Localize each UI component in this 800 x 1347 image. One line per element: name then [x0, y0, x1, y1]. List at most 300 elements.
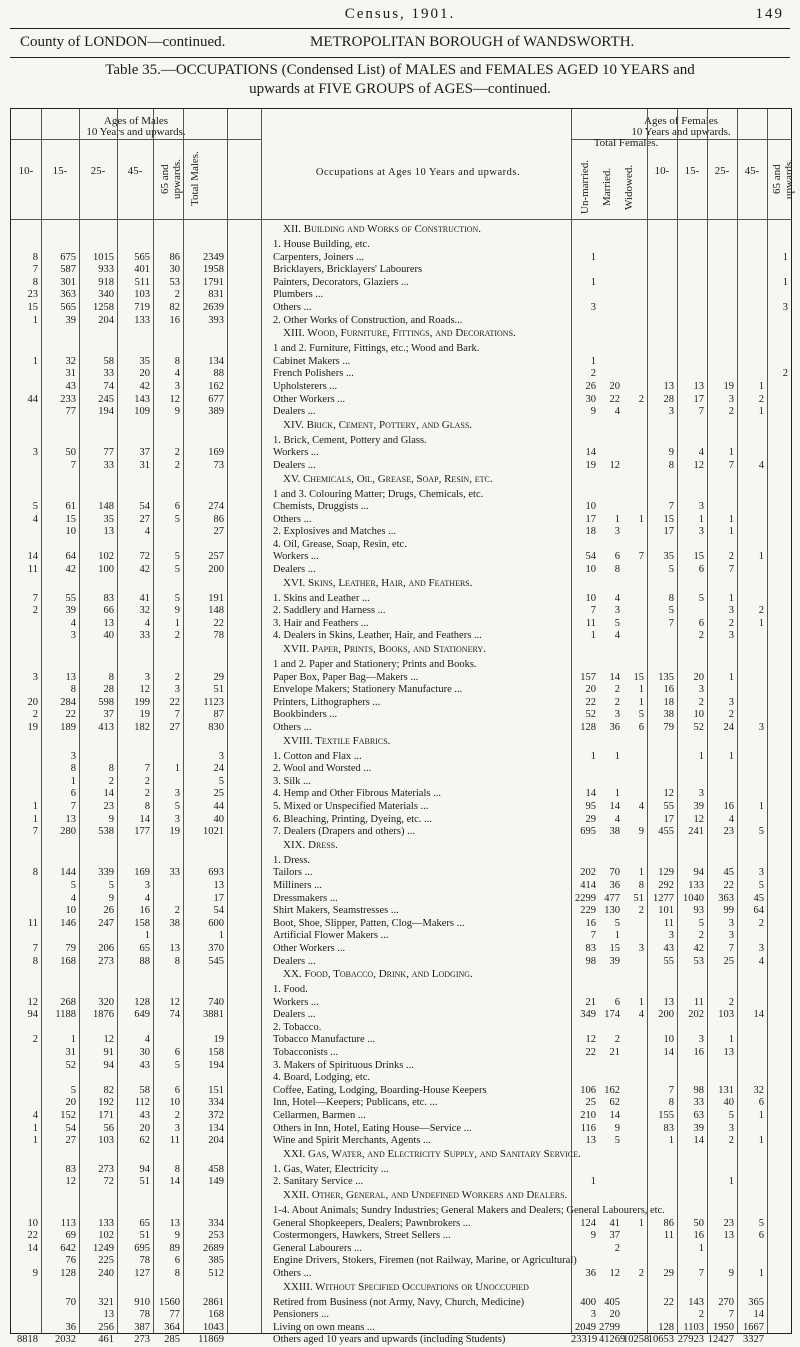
male-value-cell: 8: [70, 763, 76, 775]
female-value-cell: 16: [723, 800, 734, 812]
male-value-cell: 5: [70, 879, 76, 891]
male-value-cell: 13: [103, 617, 114, 629]
table-row: [11, 1022, 791, 1035]
male-value-cell: 600: [208, 917, 224, 929]
female-value-cell: 20: [585, 684, 596, 696]
occupation-label: General Shopkeepers, Dealers; Pawnbrokers ...: [273, 1217, 471, 1229]
female-value-cell: 18: [663, 696, 674, 708]
female-value-cell: 1: [758, 1267, 764, 1279]
female-value-cell: 7: [668, 1084, 674, 1096]
male-value-cell: 58: [103, 355, 114, 367]
occupation-label: Dressmakers ...: [273, 892, 338, 904]
male-value-cell: 14: [139, 813, 150, 825]
female-value-cell: 3: [758, 867, 764, 879]
male-value-cell: 3: [70, 750, 76, 762]
occupation-label: Upholsterers ...: [273, 380, 338, 392]
male-value-cell: 151: [208, 1084, 224, 1096]
male-value-cell: 2: [174, 289, 180, 301]
male-value-cell: 133: [98, 1217, 114, 1229]
male-value-cell: 12: [169, 996, 180, 1008]
female-value-cell: 8: [668, 1097, 674, 1109]
male-value-cell: 1958: [203, 264, 224, 276]
female-value-cell: 45: [723, 867, 734, 879]
male-value-cell: 152: [60, 1110, 76, 1122]
female-value-cell: 162: [604, 1084, 620, 1096]
female-value-cell: 2: [728, 617, 734, 629]
male-value-cell: 182: [134, 722, 150, 733]
male-value-cell: 86: [213, 513, 224, 525]
male-value-cell: 50: [65, 447, 76, 459]
female-age-heading: 65 and upwards.: [771, 158, 795, 200]
female-value-cell: 1: [758, 800, 764, 812]
male-value-cell: 19: [169, 826, 180, 838]
female-value-cell: 7: [590, 930, 596, 942]
female-value-cell: 7: [728, 1309, 734, 1321]
table-row: [11, 315, 791, 328]
female-value-cell: 116: [580, 1122, 596, 1134]
male-value-cell: 77: [65, 406, 76, 418]
female-value-cell: 21: [609, 1047, 620, 1059]
male-value-cell: 1249: [93, 1242, 114, 1254]
female-value-cell: 174: [604, 1009, 620, 1021]
female-value-cell: 3: [698, 684, 704, 696]
male-value-cell: 5: [218, 775, 224, 787]
female-value-cell: 1: [638, 1217, 644, 1229]
male-value-cell: 245: [98, 393, 114, 405]
female-value-cell: 9: [638, 826, 644, 838]
male-value-cell: 53: [169, 276, 180, 288]
male-value-cell: 83: [65, 1163, 76, 1175]
occupation-label: Painters, Decorators, Glaziers ...: [273, 276, 409, 288]
occupation-label: 4. Dealers in Skins, Leather, Hair, and Feathers ...: [273, 630, 482, 642]
section-heading: XIV. Brick, Cement, Pottery, and Glass.: [283, 418, 473, 431]
female-value-cell: 16: [693, 1047, 704, 1059]
table-row: [11, 1255, 791, 1268]
male-value-cell: 13: [103, 526, 114, 538]
male-value-cell: 16: [139, 905, 150, 917]
table-row: [11, 1334, 791, 1347]
occupation-label: 6. Bleaching, Printing, Dyeing, etc. ...: [273, 813, 432, 825]
table-row: [11, 302, 791, 315]
occupation-label: Milliners ...: [273, 879, 322, 891]
table-row: [11, 672, 791, 685]
male-value-cell: 3: [32, 671, 38, 683]
occupation-label: Workers ...: [273, 551, 319, 563]
section-heading: XXII. Other, General, and Undefined Workers and Dealers.: [283, 1189, 568, 1201]
male-value-cell: 740: [208, 996, 224, 1008]
table-body: [11, 223, 791, 1347]
male-value-cell: 27: [169, 722, 180, 733]
male-age-heading: Total Males.: [189, 151, 201, 207]
male-value-cell: 933: [98, 264, 114, 276]
occupation-label: 2. Saddlery and Harness ...: [273, 605, 386, 617]
female-value-cell: 10: [585, 564, 596, 576]
female-value-cell: 14: [753, 1309, 764, 1321]
male-value-cell: 910: [134, 1296, 150, 1308]
male-value-cell: 33: [103, 459, 114, 471]
female-value-cell: 9: [590, 406, 596, 418]
male-value-cell: 8: [32, 276, 38, 288]
occupation-label: Dealers ...: [273, 564, 316, 576]
male-value-cell: 9: [174, 406, 180, 418]
table-row: [11, 1176, 791, 1189]
male-value-cell: 719: [134, 301, 150, 313]
male-value-cell: 30: [169, 264, 180, 276]
occupation-label: 2. Explosives and Matches ...: [273, 526, 397, 538]
male-value-cell: 4: [144, 892, 150, 904]
female-value-cell: 6: [698, 617, 704, 629]
occupation-label: Others ...: [273, 1267, 312, 1279]
female-value-cell: 42: [693, 942, 704, 954]
female-value-cell: 3: [698, 788, 704, 800]
male-value-cell: 168: [208, 1309, 224, 1321]
table-title-continued: upwards at FIVE GROUPS of AGES—continued.: [249, 81, 551, 97]
female-value-cell: 695: [580, 826, 596, 838]
female-value-cell: 2: [728, 709, 734, 721]
male-value-cell: 7: [32, 942, 38, 954]
table-row: [11, 1205, 791, 1218]
male-value-cell: 3: [218, 750, 224, 762]
female-value-cell: 27923: [677, 1334, 704, 1346]
female-value-cell: 1: [782, 251, 788, 263]
female-value-cell: 1: [728, 1034, 734, 1046]
male-value-cell: 20: [139, 368, 150, 380]
male-value-cell: 146: [60, 917, 76, 929]
male-value-cell: 88: [139, 955, 150, 967]
female-value-cell: 98: [585, 955, 596, 967]
occupation-label: 1 and 2. Paper and Stationery; Prints and Books.: [273, 659, 477, 671]
female-value-cell: 62: [609, 1097, 620, 1109]
table-row: [11, 839, 791, 855]
occupation-label: Carpenters, Joiners ...: [273, 251, 364, 263]
male-value-cell: 5: [174, 800, 180, 812]
male-value-cell: 1258: [93, 301, 114, 313]
male-value-cell: 37: [103, 709, 114, 721]
occupation-label: Cellarmen, Barmen ...: [273, 1110, 366, 1122]
female-value-cell: 1: [668, 1135, 674, 1147]
table-row: [11, 788, 791, 801]
female-value-cell: 37: [609, 1230, 620, 1242]
occupation-label: 2. Sanitary Service ...: [273, 1176, 364, 1188]
male-value-cell: 6: [174, 1047, 180, 1059]
male-value-cell: 401: [134, 264, 150, 276]
female-value-cell: 15: [609, 942, 620, 954]
male-value-cell: 1: [174, 617, 180, 629]
female-value-cell: 4: [614, 630, 620, 642]
male-value-cell: 144: [60, 867, 76, 879]
female-value-cell: 1: [614, 513, 620, 525]
male-value-cell: 642: [60, 1242, 76, 1254]
female-value-cell: 1: [590, 1176, 596, 1188]
female-value-cell: 414: [580, 879, 596, 891]
male-value-cell: 3: [32, 447, 38, 459]
male-value-cell: 3: [144, 671, 150, 683]
female-value-cell: 4: [614, 813, 620, 825]
male-value-cell: 94: [27, 1009, 38, 1021]
male-value-cell: 70: [65, 1296, 76, 1308]
occupation-label: Paper Box, Paper Bag—Makers ...: [273, 671, 419, 683]
male-value-cell: 1: [32, 800, 38, 812]
male-value-cell: 69: [65, 1230, 76, 1242]
male-value-cell: 82: [103, 1084, 114, 1096]
occupation-label: Workers ...: [273, 447, 319, 459]
occupation-label: Living on own means ...: [273, 1321, 375, 1333]
female-value-cell: 3: [728, 630, 734, 642]
male-value-cell: 128: [134, 996, 150, 1008]
male-value-cell: 43: [139, 1059, 150, 1071]
female-value-cell: 3: [728, 393, 734, 405]
male-value-cell: 4: [32, 1110, 38, 1122]
male-value-cell: 91: [103, 1047, 114, 1059]
male-value-cell: 1876: [93, 1009, 114, 1021]
male-value-cell: 14: [103, 788, 114, 800]
female-value-cell: 83: [663, 1122, 674, 1134]
female-value-cell: 157: [580, 671, 596, 683]
female-value-cell: 21: [585, 996, 596, 1008]
female-value-cell: 1: [728, 671, 734, 683]
male-value-cell: 19: [139, 709, 150, 721]
table-row: [11, 327, 791, 343]
male-value-cell: 4: [70, 617, 76, 629]
male-value-cell: 158: [134, 917, 150, 929]
female-value-cell: 3: [728, 605, 734, 617]
female-value-cell: 129: [658, 867, 674, 879]
female-value-cell: 3: [758, 722, 764, 733]
male-value-cell: 7: [32, 826, 38, 838]
occupation-label: 4. Board, Lodging, etc.: [273, 1072, 371, 1084]
females-group-heading: Ages of Females: [644, 115, 718, 127]
male-value-cell: 256: [98, 1321, 114, 1333]
female-value-cell: 2: [728, 406, 734, 418]
female-value-cell: 1: [590, 750, 596, 762]
female-value-cell: 143: [688, 1296, 704, 1308]
male-value-cell: 17: [213, 892, 224, 904]
occupation-label: Workers ...: [273, 996, 319, 1008]
table-row: [11, 551, 791, 564]
male-value-cell: 1: [32, 314, 38, 326]
female-value-cell: 16: [585, 917, 596, 929]
occupation-label: Artificial Flower Makers ...: [273, 930, 389, 942]
table-row: [11, 751, 791, 764]
total-females-heading: Total Females.: [593, 137, 659, 149]
male-value-cell: 41: [139, 592, 150, 604]
table-row: [11, 514, 791, 527]
female-value-cell: 22: [609, 393, 620, 405]
table-row: [11, 1047, 791, 1060]
male-value-cell: 2: [108, 775, 114, 787]
male-value-cell: 148: [98, 501, 114, 513]
male-value-cell: 3: [174, 684, 180, 696]
female-value-cell: 292: [658, 879, 674, 891]
female-status-heading: Un-married.: [579, 159, 591, 215]
table-row: [11, 880, 791, 893]
male-value-cell: 51: [213, 684, 224, 696]
male-value-cell: 240: [98, 1267, 114, 1279]
male-value-cell: 62: [139, 1135, 150, 1147]
female-value-cell: 7: [728, 564, 734, 576]
female-value-cell: 5: [614, 1135, 620, 1147]
female-value-cell: 38: [609, 826, 620, 838]
male-value-cell: 113: [60, 1217, 76, 1229]
male-value-cell: 26: [103, 905, 114, 917]
female-value-cell: 1: [758, 617, 764, 629]
female-value-cell: 1277: [653, 892, 674, 904]
female-value-cell: 83: [585, 942, 596, 954]
table-row: [11, 684, 791, 697]
female-value-cell: 3: [590, 1309, 596, 1321]
female-value-cell: 10: [663, 1034, 674, 1046]
table-row: [11, 343, 791, 356]
occupation-label: 3. Makers of Spirituous Drinks ...: [273, 1059, 414, 1071]
male-value-cell: 61: [65, 501, 76, 513]
male-value-cell: 831: [208, 289, 224, 301]
female-value-cell: 131: [718, 1084, 734, 1096]
male-value-cell: 1560: [159, 1296, 180, 1308]
male-value-cell: 5: [32, 501, 38, 513]
female-value-cell: 5: [668, 605, 674, 617]
female-value-cell: 1: [638, 867, 644, 879]
male-value-cell: 40: [103, 630, 114, 642]
female-value-cell: 32: [753, 1084, 764, 1096]
male-value-cell: 8: [32, 251, 38, 263]
female-value-cell: 2: [728, 996, 734, 1008]
male-value-cell: 35: [103, 513, 114, 525]
male-value-cell: 16: [169, 314, 180, 326]
female-value-cell: 9: [590, 1230, 596, 1242]
divider: [10, 57, 790, 58]
male-value-cell: 2: [32, 605, 38, 617]
female-value-cell: 5: [638, 709, 644, 721]
female-value-cell: 86: [663, 1217, 674, 1229]
table-row: [11, 605, 791, 618]
female-value-cell: 1: [782, 276, 788, 288]
female-value-cell: 1040: [683, 892, 704, 904]
occupation-label: 1. Gas, Water, Electricity ...: [273, 1163, 389, 1175]
female-value-cell: 2: [698, 630, 704, 642]
male-value-cell: 13: [65, 813, 76, 825]
occupation-label: Bricklayers, Bricklayers' Labourers: [273, 264, 423, 276]
female-value-cell: 2: [758, 393, 764, 405]
female-value-cell: 2: [758, 605, 764, 617]
male-value-cell: 8: [174, 955, 180, 967]
male-value-cell: 363: [60, 289, 76, 301]
male-value-cell: 8: [174, 1267, 180, 1279]
male-value-cell: 169: [134, 867, 150, 879]
male-value-cell: 4: [144, 1034, 150, 1046]
male-value-cell: 78: [213, 630, 224, 642]
male-value-cell: 19: [27, 722, 38, 733]
female-value-cell: 36: [585, 1267, 596, 1279]
female-value-cell: 1: [590, 276, 596, 288]
male-value-cell: 94: [139, 1163, 150, 1175]
male-value-cell: 39: [65, 314, 76, 326]
male-value-cell: 364: [164, 1321, 180, 1333]
female-value-cell: 3: [614, 605, 620, 617]
female-status-heading: Married.: [601, 167, 613, 207]
male-value-cell: 28: [103, 684, 114, 696]
female-age-heading: 10-: [654, 165, 670, 177]
table-row: [11, 1085, 791, 1098]
male-value-cell: 133: [134, 314, 150, 326]
male-value-cell: 78: [139, 1255, 150, 1267]
female-value-cell: 20: [609, 1309, 620, 1321]
occupation-label: Wine and Spirit Merchants, Agents ...: [273, 1135, 431, 1147]
male-value-cell: 14: [27, 1242, 38, 1254]
male-value-cell: 7: [70, 800, 76, 812]
male-value-cell: 77: [103, 447, 114, 459]
male-value-cell: 587: [60, 264, 76, 276]
occupation-label: French Polishers ...: [273, 368, 354, 380]
male-value-cell: 29: [213, 671, 224, 683]
female-value-cell: 52: [585, 709, 596, 721]
male-value-cell: 39: [65, 605, 76, 617]
male-value-cell: 5: [174, 513, 180, 525]
male-value-cell: 7: [32, 264, 38, 276]
male-value-cell: 148: [208, 605, 224, 617]
section-heading: XXI. Gas, Water, and Electricity Supply, and Sanitary Service.: [283, 1147, 581, 1160]
female-value-cell: 1: [590, 630, 596, 642]
occupation-label: Boot, Shoe, Slipper, Patten, Clog—Makers ...: [273, 917, 465, 929]
female-value-cell: 1: [728, 513, 734, 525]
female-value-cell: 11: [663, 917, 674, 929]
male-value-cell: 334: [208, 1217, 224, 1229]
female-value-cell: 8: [668, 592, 674, 604]
male-value-cell: 112: [134, 1097, 150, 1109]
female-value-cell: 25: [585, 1097, 596, 1109]
table-row: [11, 368, 791, 381]
female-value-cell: 17: [663, 526, 674, 538]
male-value-cell: 194: [98, 406, 114, 418]
female-value-cell: 1: [614, 788, 620, 800]
male-value-cell: 79: [65, 942, 76, 954]
occupation-label: Engine Drivers, Stokers, Firemen (not Railway, Marine, or Agricultural): [273, 1255, 577, 1267]
male-value-cell: 11869: [198, 1334, 224, 1346]
occupation-label: 5. Mixed or Unspecified Materials ...: [273, 800, 429, 812]
table-row: [11, 1230, 791, 1243]
female-value-cell: 8: [638, 879, 644, 891]
female-value-cell: 4: [638, 800, 644, 812]
male-value-cell: 1015: [93, 251, 114, 263]
occupation-label: Dealers ...: [273, 459, 316, 471]
table-row: [11, 630, 791, 643]
female-value-cell: 5: [758, 1217, 764, 1229]
male-value-cell: 65: [139, 1217, 150, 1229]
female-status-heading: Widowed.: [623, 164, 635, 210]
male-value-cell: 13: [213, 879, 224, 891]
female-value-cell: 3: [698, 1034, 704, 1046]
female-value-cell: 70: [609, 867, 620, 879]
female-value-cell: 7: [668, 501, 674, 513]
female-value-cell: 6: [758, 1230, 764, 1242]
female-value-cell: 7: [728, 942, 734, 954]
female-value-cell: 13: [585, 1135, 596, 1147]
male-value-cell: 10: [65, 526, 76, 538]
table-row: [11, 763, 791, 776]
male-value-cell: 3881: [203, 1009, 224, 1021]
female-value-cell: 14: [585, 788, 596, 800]
occupation-label: Pensioners ...: [273, 1309, 329, 1321]
female-value-cell: 1667: [743, 1321, 764, 1333]
female-value-cell: 2: [590, 368, 596, 380]
female-value-cell: 155: [658, 1110, 674, 1122]
female-value-cell: 6: [698, 564, 704, 576]
table-row: [11, 289, 791, 302]
male-value-cell: 3: [174, 380, 180, 392]
male-value-cell: 1: [218, 930, 224, 942]
female-value-cell: 1: [638, 996, 644, 1008]
table-title: Table 35.—OCCUPATIONS (Condensed List) of MALES and FEMALES AGED 10 YEARS and: [105, 62, 695, 78]
male-value-cell: 14: [27, 551, 38, 563]
